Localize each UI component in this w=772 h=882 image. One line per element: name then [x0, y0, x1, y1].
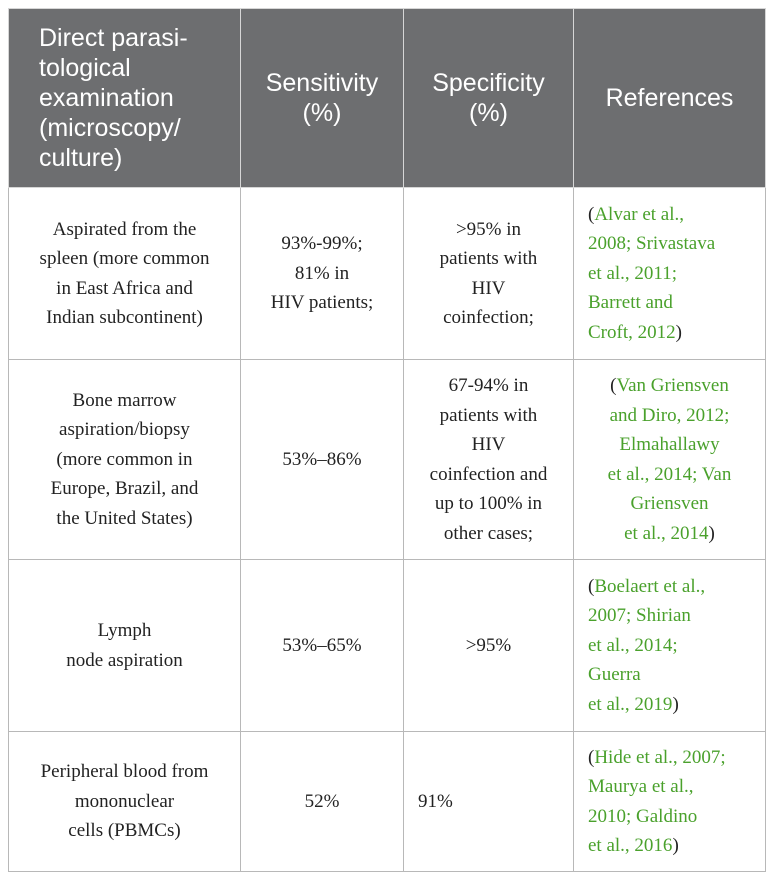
- reference-link[interactable]: 2008; Srivastava: [588, 233, 716, 255]
- header-method: Direct parasi- tological examination (microscopy/ culture): [9, 9, 241, 188]
- cell-references: (Alvar et al., 2008; Srivastava et al., 2011; Barrett and Croft, 2012): [574, 188, 766, 360]
- reference-link[interactable]: et al., 2011;: [588, 262, 677, 284]
- reference-link[interactable]: et al., 2014; Van: [607, 463, 732, 485]
- reference-link[interactable]: et al., 2014: [624, 522, 709, 544]
- reference-link[interactable]: Griensven: [630, 493, 709, 514]
- reference-link[interactable]: 2010; Galdino: [588, 805, 698, 827]
- reference-link[interactable]: Van Griensven: [616, 375, 729, 396]
- header-sensitivity: Sensitivity (%): [241, 9, 404, 188]
- cell-specificity: >95% in patients with HIV coinfection;: [404, 188, 574, 360]
- reference-link[interactable]: Croft, 2012: [588, 321, 676, 343]
- reference-link[interactable]: Alvar et al.,: [594, 203, 685, 225]
- reference-link[interactable]: Elmahallawy: [619, 434, 720, 455]
- cell-specificity: 67-94% in patients with HIV coinfection and up to 100% in other cases;: [404, 360, 574, 560]
- reference-link[interactable]: Boelaert et al.,: [594, 575, 706, 597]
- cell-sensitivity: 53%–86%: [241, 360, 404, 560]
- cell-references: (Van Griensven and Diro, 2012; Elmahallawy et al., 2014; Van Griensven et al., 2014): [574, 360, 766, 560]
- reference-link[interactable]: et al., 2014;: [588, 634, 678, 656]
- reference-link[interactable]: Guerra: [588, 664, 641, 686]
- reference-link[interactable]: 2007; Shirian: [588, 605, 691, 627]
- cell-references: (Hide et al., 2007; Maurya et al., 2010; Galdino et al., 2016): [574, 732, 766, 872]
- cell-specificity: >95%: [404, 560, 574, 732]
- reference-link[interactable]: et al., 2019: [588, 693, 673, 715]
- reference-link[interactable]: Barrett and: [588, 292, 673, 314]
- cell-sample: Bone marrow aspiration/biopsy (more common in Europe, Brazil, and the United States): [9, 360, 241, 560]
- reference-link[interactable]: and Diro, 2012;: [609, 404, 730, 426]
- table-row: [9, 732, 766, 872]
- table-row: [9, 188, 766, 360]
- cell-sample: Lymph node aspiration: [9, 560, 241, 732]
- cell-sample: Peripheral blood from mononuclear cells (PBMCs): [9, 732, 241, 872]
- reference-link[interactable]: Maurya et al.,: [588, 776, 694, 797]
- reference-link[interactable]: et al., 2016: [588, 835, 673, 856]
- reference-link[interactable]: Hide et al., 2007;: [594, 746, 726, 768]
- header-row: [9, 9, 766, 188]
- cell-sensitivity: 52%: [241, 732, 404, 872]
- cell-specificity: 91%: [404, 732, 574, 872]
- cell-sensitivity: 93%-99%; 81% in HIV patients;: [241, 188, 404, 360]
- cell-sensitivity: 53%–65%: [241, 560, 404, 732]
- diagnostic-table: [8, 8, 766, 872]
- table-row: [9, 360, 766, 560]
- header-references: References: [574, 9, 766, 188]
- header-specificity: Specificity (%): [404, 9, 574, 188]
- cell-sample: Aspirated from the spleen (more common in East Africa and Indian subcontinent): [9, 188, 241, 360]
- cell-references: (Boelaert et al., 2007; Shirian et al., 2014; Guerra et al., 2019): [574, 560, 766, 732]
- table-row: [9, 560, 766, 732]
